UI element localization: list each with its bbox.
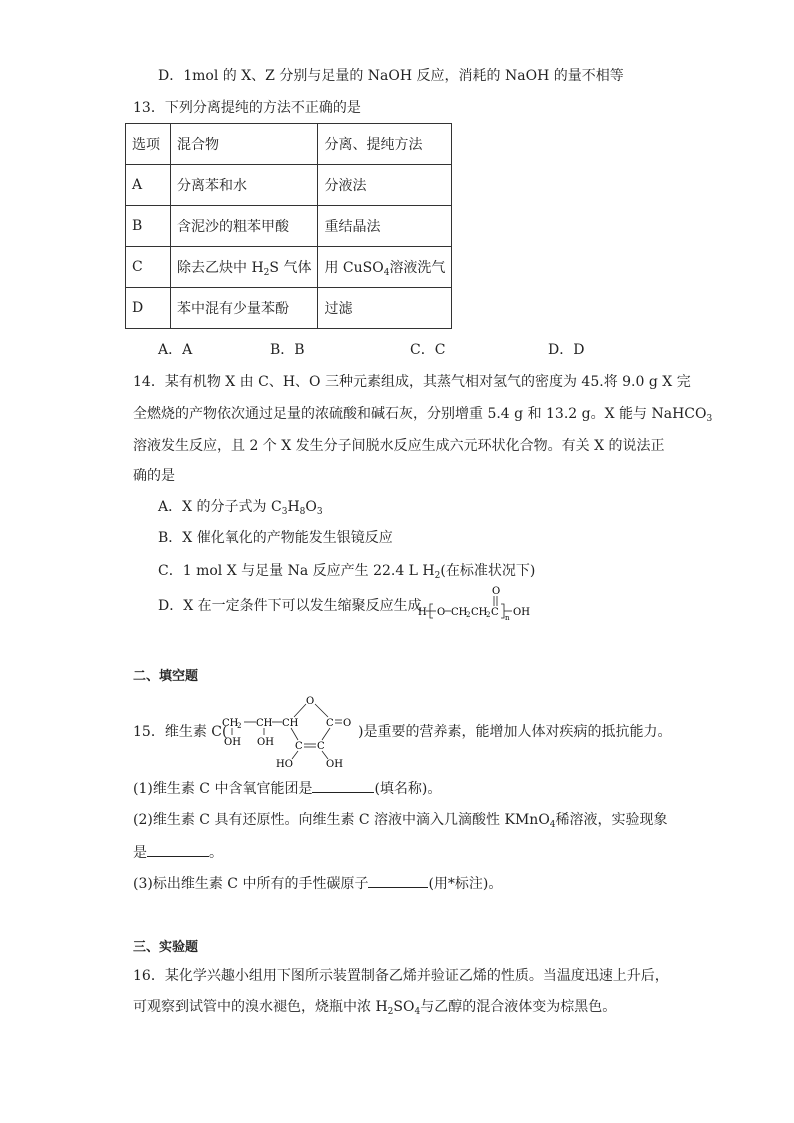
section-2-title: 二、填空题: [133, 669, 199, 684]
q16-stem-line1: 16．某化学兴趣小组用下图所示装置制备乙烯并验证乙烯的性质。当温度迅速上升后，: [133, 968, 669, 984]
table-row: [126, 247, 452, 288]
section-3-title: 三、实验题: [133, 940, 199, 955]
header-option: 选项: [126, 124, 171, 165]
row-option: D: [126, 288, 171, 329]
vc-oh-2: OH: [257, 737, 274, 748]
vc-ring-o: O: [306, 696, 315, 707]
row-mixture: 含泥沙的粗苯甲酸: [171, 206, 318, 247]
vc-oh-3: HO: [276, 759, 293, 769]
vc-ring-c1: C: [295, 741, 303, 752]
polymer-sub-a: 2: [466, 611, 471, 619]
q15-stem-pre: 15．维生素 C(: [133, 724, 228, 740]
vc-ch: CH: [256, 718, 273, 729]
q14-stem-line2: 全燃烧的产物依次通过足量的浓硫酸和碱石灰，分别增重 5.4 g 和 13.2 g。X 能与 NaHCO$_3$: [133, 406, 713, 424]
vc-ch2-sub: 2: [237, 722, 242, 730]
q14-option-d: D．X 在一定条件下可以发生缩聚反应生成: [158, 598, 422, 614]
polymer-c: C: [491, 607, 499, 618]
answer-blank-2[interactable]: [147, 842, 209, 857]
row-method: 分液法: [318, 165, 452, 206]
row-method: 过滤: [318, 288, 452, 329]
polymer-ch2-a: CH: [451, 607, 468, 618]
row-option: C: [126, 247, 171, 288]
vc-oh-1: OH: [224, 737, 241, 748]
q14-stem-line1: 14．某有机物 X 由 C、H、O 三种元素组成，其蒸气相对氢气的密度为 45.将 9.0 g X 完: [133, 374, 691, 390]
vc-carbonyl-o: O: [343, 718, 352, 729]
q13-stem: 13．下列分离提纯的方法不正确的是: [133, 100, 361, 116]
row-mixture: 除去乙炔中 $H_2S$ 气体: [171, 247, 318, 288]
q15-part-2-line2: 是 。: [133, 842, 223, 863]
table-header-row: [126, 124, 452, 165]
vc-ring-c2: C: [317, 741, 325, 752]
header-mixture: 混合物: [171, 124, 318, 165]
row-mixture: 苯中混有少量苯酚: [171, 288, 318, 329]
vc-carbonyl-c: C: [326, 718, 334, 729]
q15-part-2: (2)维生素 C 具有还原性。向维生素 C 溶液中滴入几滴酸性 KMnO$_4$稀溶液，实验现象: [133, 812, 668, 830]
polymer-n: n: [505, 614, 510, 622]
vc-ch2: CH: [222, 718, 239, 729]
q16-stem-line2: 可观察到试管中的溴水褪色，烧瓶中浓 $H_2SO_4$与乙醇的混合液体变为棕黑色。: [133, 999, 617, 1017]
table-row: [126, 288, 452, 329]
q13-choice-c: C．C: [410, 342, 446, 358]
polymer-sub-b: 2: [486, 611, 491, 619]
q14-option-c: C．1 mol X 与足量 Na 反应产生 22.4 L $H_2$(在标准状况下): [158, 563, 536, 581]
q14-option-b: B．X 催化氧化的产物能发生银镜反应: [158, 530, 393, 546]
answer-blank-3[interactable]: [368, 873, 428, 888]
row-option: A: [126, 165, 171, 206]
vc-ring-ch: CH: [282, 718, 299, 729]
q13-choice-a: A．A: [158, 342, 193, 358]
q12-option-d: D．1mol 的 X、Z 分别与足量的 NaOH 反应，消耗的 NaOH 的量不相等: [158, 68, 624, 84]
q15-part-1: (1)维生素 C 中含氧官能团是 (填名称)。: [133, 778, 441, 799]
polymer-o: O: [437, 607, 446, 618]
header-method: 分离、提纯方法: [318, 124, 452, 165]
vc-oh-4: OH: [326, 759, 343, 769]
q13-choice-b: B．B: [270, 342, 305, 358]
polymer-carbonyl-o: O: [492, 586, 501, 597]
q13-choice-d: D．D: [548, 342, 585, 358]
answer-blank-1[interactable]: [312, 778, 374, 793]
q14-option-a: A．X 的分子式为 $C_3H_8O_3$: [158, 499, 323, 517]
row-method: 用 CuSO$_4$溶液洗气: [318, 247, 452, 288]
polymer-ch2-b: CH: [471, 607, 488, 618]
table-row: [126, 206, 452, 247]
table-row: [126, 165, 452, 206]
q14-stem-line4: 确的是: [133, 468, 175, 484]
polymer-structure: [416, 584, 546, 624]
vitamin-c-structure: [218, 693, 360, 769]
q15-part-3: (3)标出维生素 C 中所有的手性碳原子 (用*标注)。: [133, 873, 502, 894]
q15-stem-post: )是重要的营养素，能增加人体对疾病的抵抗能力。: [358, 724, 672, 740]
q14-stem-line3: 溶液发生反应，且 2 个 X 发生分子间脱水反应生成六元环状化合物。有关 X 的说法正: [133, 438, 665, 454]
polymer-oh: OH: [513, 607, 530, 618]
row-option: B: [126, 206, 171, 247]
q13-options-table: [125, 123, 452, 329]
polymer-h: H: [418, 607, 427, 618]
row-mixture: 分离苯和水: [171, 165, 318, 206]
row-method: 重结晶法: [318, 206, 452, 247]
